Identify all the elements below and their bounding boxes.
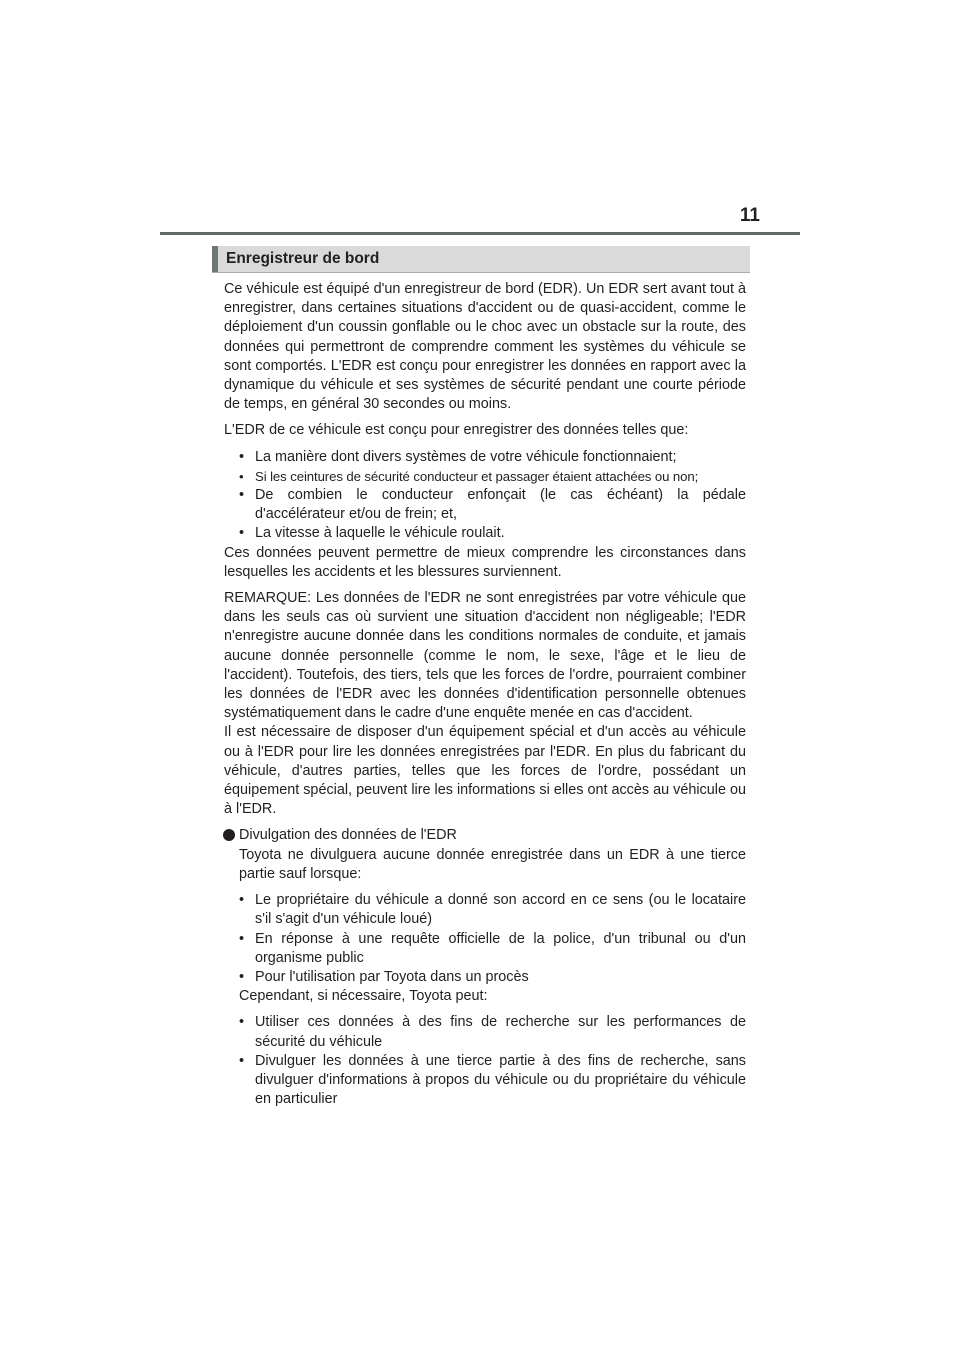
list-item: • La manière dont divers systèmes de votre véhicule fonctionnaient; (239, 448, 677, 465)
list-item: • Utiliser ces données à des fins de recherche sur les performances de sécurité du véhicule (239, 1014, 746, 1050)
list-item: • En réponse à une requête officielle de la police, d'un tribunal ou d'un organisme public (239, 930, 746, 966)
however-line: Cependant, si nécessaire, Toyota peut: (239, 988, 488, 1005)
disclosure-heading: Divulgation des données de l'EDR (239, 827, 457, 844)
list-item: • Pour l'utilisation par Toyota dans un procès (239, 968, 529, 985)
section-header-accent (212, 246, 218, 272)
remarque-paragraph: REMARQUE: Les données de l'EDR ne sont enregistrées par votre véhicule que dans les seuls cas où survient une situation d'accident non négligeable; l'EDR n'enregistre aucune donnée dans les conditions normales de conduite, et jamais aucune donnée personnelle (comme le nom, le sexe, l'âge et le lieu de l'accident). Toutefois, des tiers, tels que les forces de l'ordre, pourraient combiner les données de l'EDR avec les données d'identification personnelle obtenues systématiquement dans le cadre d'une enquête menée en cas d'accident. (224, 590, 746, 722)
list-item: • Si les ceintures de sécurité conducteur et passager étaient attachées ou non; (239, 468, 699, 484)
disclosure-permissions (239, 1013, 746, 1109)
list-item: • Divulguer les données à une tierce partie à des fins de recherche, sans divulguer d'informations à propos du véhicule ou du propriétaire du véhicule en particulier (239, 1052, 746, 1108)
disclosure-section (224, 826, 746, 884)
disclosure-intro: Toyota ne divulguera aucune donnée enregistrée dans un EDR à une tierce partie sauf lorsque: (239, 846, 746, 882)
bullet-icon (223, 829, 235, 841)
recorded-data-list (224, 448, 746, 544)
equipment-paragraph: Il est nécessaire de disposer d'un équipement spécial et d'un accès au véhicule ou à l'EDR pour lire les données enregistrées par l'EDR. En plus du fabricant du véhicule, d'autres parties, telles que les forces de l'ordre, possédant un équipement spécial, peuvent lire les informations si elles ont accès au véhicule ou à l'EDR. (224, 724, 746, 818)
list-intro: L'EDR de ce véhicule est conçu pour enregistrer des données telles que: (224, 422, 689, 439)
after-list-paragraph: Ces données peuvent permettre de mieux comprendre les circonstances dans lesquelles les accidents et les blessures surviennent. (224, 544, 746, 580)
disclosure-details (224, 891, 746, 1109)
page-number: 11 (739, 205, 760, 226)
section-header (212, 246, 750, 273)
intro-paragraph: Ce véhicule est équipé d'un enregistreur de bord (EDR). Un EDR sert avant tout à enregistrer, dans certaines situations d'accident ou de quasi-accident, comme le déploiement d'un coussin gonflable ou le choc avec un obstacle sur la route, des données qui permettront de comprendre comment les systèmes du véhicule se sont comportés. L'EDR est conçu pour enregistrer les données en rapport avec la dynamique du véhicule et ses systèmes de sécurité pendant une courte période de temps, en général 30 secondes ou moins. (224, 281, 746, 413)
list-item: • Le propriétaire du véhicule a donné son accord en ce sens (ou le locataire s'il s'agit d'un véhicule loué) (239, 892, 746, 928)
disclosure-conditions (239, 891, 746, 987)
list-item: • La vitesse à laquelle le véhicule roulait. (239, 525, 505, 542)
body-content (224, 280, 746, 1109)
header-rule (160, 232, 800, 235)
list-item: • De combien le conducteur enfonçait (le cas échéant) la pédale d'accélérateur et/ou de frein; et, (239, 487, 746, 523)
section-title: Enregistreur de bord (226, 250, 380, 267)
